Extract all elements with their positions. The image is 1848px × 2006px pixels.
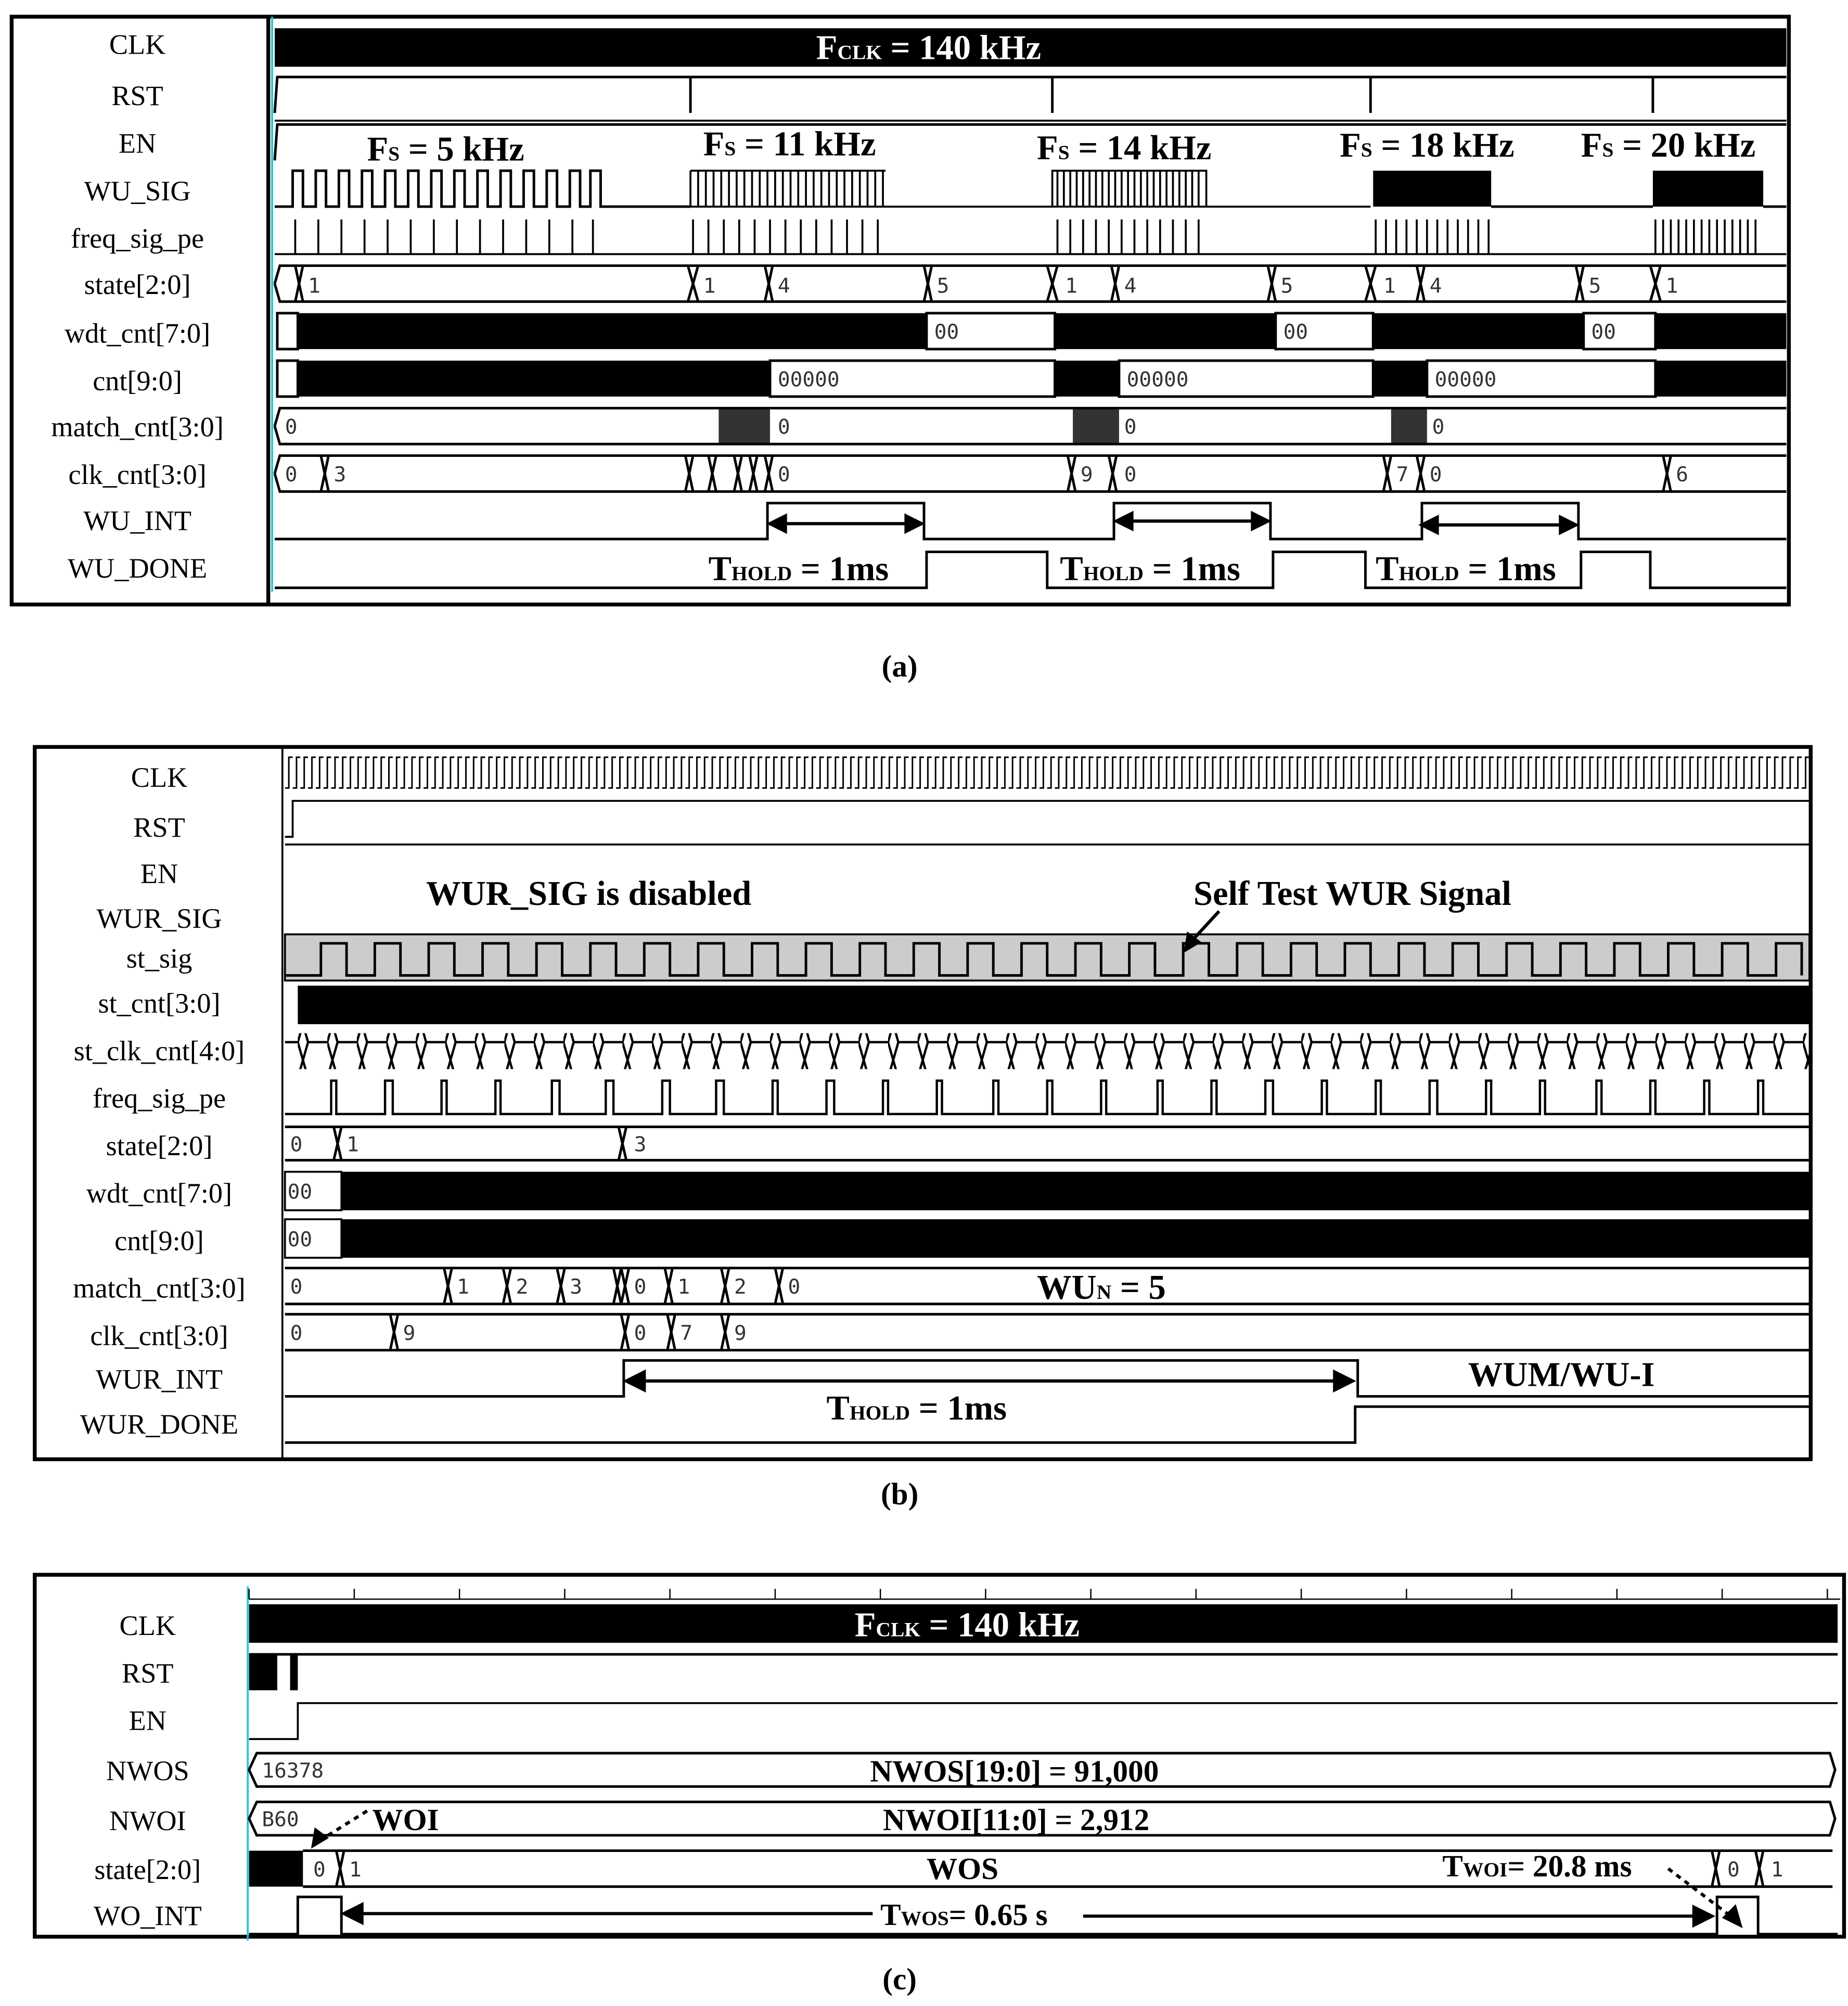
wum-note: WUM/WU-I bbox=[1468, 1356, 1655, 1394]
panel-a-waveforms bbox=[275, 28, 1786, 587]
panel-a-signal-labels bbox=[51, 29, 223, 584]
fclk-annotation: FCLK = 140 kHz bbox=[816, 29, 1042, 67]
bus-value: 1 bbox=[1770, 1857, 1783, 1882]
bus-value: 16378 bbox=[262, 1758, 324, 1783]
bus-value: 0 bbox=[634, 1275, 647, 1299]
bus-value: 2 bbox=[734, 1275, 747, 1299]
signal-label: WU_DONE bbox=[67, 552, 208, 584]
bus-value: 2 bbox=[516, 1275, 529, 1299]
signal-label: state[2:0] bbox=[84, 269, 191, 300]
bus-value: 00 bbox=[287, 1227, 313, 1251]
signal-label: st_cnt[3:0] bbox=[98, 987, 221, 1019]
panel-b-signal-labels bbox=[73, 762, 245, 1440]
signal-label: match_cnt[3:0] bbox=[51, 411, 224, 443]
fs-annotation: FS = 20 kHz bbox=[1581, 126, 1756, 164]
state-bus bbox=[285, 1127, 1810, 1160]
bus-value: 00000 bbox=[1126, 367, 1189, 392]
signal-label: EN bbox=[118, 127, 157, 159]
panel-c bbox=[35, 1575, 1844, 1996]
thold-annotation: THOLD = 1ms bbox=[826, 1389, 1007, 1427]
bus-value: 4 bbox=[777, 274, 790, 298]
signal-label: WU_INT bbox=[83, 505, 192, 536]
en-trace bbox=[249, 1703, 1838, 1739]
thold-annotation: THOLD = 1ms bbox=[1060, 550, 1240, 588]
bus-value: 0 bbox=[1124, 415, 1137, 439]
bus-value: 0 bbox=[285, 462, 298, 487]
panel-b bbox=[35, 747, 1811, 1511]
st-cnt-bus bbox=[298, 986, 1809, 1024]
thold-arrows bbox=[770, 514, 1576, 533]
bus-value: 1 bbox=[1665, 274, 1678, 298]
bus-value: 0 bbox=[290, 1275, 303, 1299]
bus-value: 00000 bbox=[777, 367, 840, 392]
clk-cnt-bus bbox=[275, 456, 1786, 492]
bus-value: 0 bbox=[313, 1857, 326, 1882]
signal-label: RST bbox=[133, 812, 185, 844]
bus-value: 1 bbox=[349, 1857, 362, 1882]
bus-value: 9 bbox=[1080, 462, 1093, 487]
bus-value: 0 bbox=[788, 1275, 801, 1299]
bus-value: 7 bbox=[680, 1321, 693, 1345]
fs-annotation: FS = 18 kHz bbox=[1340, 126, 1515, 164]
bus-value: 5 bbox=[1588, 274, 1601, 298]
bus-value: 3 bbox=[634, 1132, 647, 1157]
signal-label: match_cnt[3:0] bbox=[73, 1272, 246, 1304]
bus-value: 5 bbox=[1280, 274, 1293, 298]
bus-value: 1 bbox=[457, 1275, 469, 1299]
signal-label: wdt_cnt[7:0] bbox=[86, 1178, 233, 1209]
panel-a bbox=[11, 17, 1789, 683]
st-clk-cnt-bus bbox=[285, 1033, 1810, 1069]
signal-label: WUR_INT bbox=[95, 1363, 223, 1395]
bus-value: 0 bbox=[290, 1321, 303, 1345]
time-ruler bbox=[249, 1589, 1840, 1599]
bus-value: 4 bbox=[1124, 274, 1137, 298]
match-cnt-bus bbox=[275, 408, 1786, 444]
signal-label: clk_cnt[3:0] bbox=[90, 1320, 228, 1351]
wur-disabled-note: WUR_SIG is disabled bbox=[426, 874, 752, 913]
bus-value: 0 bbox=[634, 1321, 647, 1345]
bus-value: 0 bbox=[1727, 1857, 1740, 1882]
bus-value: 0 bbox=[1429, 462, 1442, 487]
clk-cnt-bus bbox=[285, 1314, 1810, 1350]
signal-label: NWOI bbox=[109, 1805, 186, 1837]
wdt-cnt-bus bbox=[341, 1172, 1810, 1210]
twos-annotation: TWOS= 0.65 s bbox=[880, 1897, 1048, 1932]
signal-label: WUR_SIG bbox=[96, 903, 222, 935]
state-bus bbox=[275, 266, 1786, 302]
bus-value: 1 bbox=[703, 274, 716, 298]
bus-value: B60 bbox=[262, 1807, 299, 1832]
signal-label: state[2:0] bbox=[106, 1130, 213, 1161]
signal-label: state[2:0] bbox=[94, 1854, 201, 1885]
bus-value: 1 bbox=[1065, 274, 1078, 298]
bus-value: 00 bbox=[1591, 320, 1616, 344]
rst-trace bbox=[285, 801, 1810, 845]
bus-value: 00 bbox=[934, 320, 959, 344]
bus-value: 1 bbox=[346, 1132, 359, 1157]
state-bus bbox=[249, 1851, 303, 1887]
nwos-annotation: NWOS[19:0] = 91,000 bbox=[870, 1754, 1159, 1788]
signal-label: EN bbox=[129, 1705, 166, 1736]
panel-b-caption: (b) bbox=[880, 1476, 919, 1511]
fs-annotation: FS = 5 kHz bbox=[367, 130, 524, 169]
signal-label: CLK bbox=[109, 29, 166, 60]
signal-label: RST bbox=[111, 80, 163, 112]
signal-label: CLK bbox=[119, 1610, 176, 1642]
bus-value: 1 bbox=[1383, 274, 1396, 298]
bus-value: 00 bbox=[1283, 320, 1308, 344]
bus-value: 3 bbox=[333, 462, 346, 487]
wun-annotation: WUN = 5 bbox=[1037, 1269, 1166, 1307]
panel-a-frame bbox=[11, 17, 1789, 605]
bus-value: 0 bbox=[777, 462, 790, 487]
bus-value: 0 bbox=[1432, 415, 1445, 439]
fs-annotation: FS = 14 kHz bbox=[1037, 129, 1212, 167]
signal-label: st_sig bbox=[126, 942, 192, 974]
signal-label: WO_INT bbox=[93, 1900, 202, 1932]
bus-value: 0 bbox=[777, 415, 790, 439]
rst-trace bbox=[275, 77, 1786, 113]
panel-a-caption: (a) bbox=[881, 648, 918, 683]
signal-label: cnt[9:0] bbox=[93, 365, 182, 397]
bus-value: 9 bbox=[734, 1321, 747, 1345]
freq-sig-pe-trace bbox=[285, 1081, 1810, 1114]
panel-c-signal-labels bbox=[94, 1610, 202, 1931]
bus-value: 0 bbox=[285, 415, 298, 439]
signal-label: EN bbox=[140, 858, 178, 889]
clk-trace bbox=[285, 755, 1810, 790]
wos-annotation: WOS bbox=[926, 1851, 999, 1886]
bus-value: 7 bbox=[1396, 462, 1409, 487]
signal-label: WUR_DONE bbox=[80, 1408, 239, 1440]
bus-value: 6 bbox=[1676, 462, 1689, 487]
fclk-annotation: FCLK = 140 kHz bbox=[854, 1606, 1080, 1644]
nwoi-annotation: NWOI[11:0] = 2,912 bbox=[883, 1803, 1150, 1837]
thold-arrow bbox=[626, 911, 1353, 1390]
freq-sig-pe-trace bbox=[275, 220, 1786, 254]
panel-b-waveforms bbox=[285, 755, 1810, 1442]
signal-label: clk_cnt[3:0] bbox=[68, 458, 207, 490]
wu-sig-trace bbox=[275, 171, 690, 207]
bus-value: 5 bbox=[936, 274, 949, 298]
bus-value: 1 bbox=[677, 1275, 690, 1299]
signal-label: freq_sig_pe bbox=[92, 1082, 226, 1114]
fs-annotation: FS = 11 kHz bbox=[703, 125, 876, 163]
signal-label: cnt[9:0] bbox=[114, 1225, 204, 1257]
wur-done-trace bbox=[285, 1407, 1810, 1442]
cnt-bus bbox=[341, 1219, 1810, 1258]
bus-value: 9 bbox=[403, 1321, 416, 1345]
bus-value: 0 bbox=[290, 1132, 303, 1157]
signal-label: RST bbox=[122, 1657, 174, 1689]
bus-value: 1 bbox=[308, 274, 320, 298]
bus-value: 0 bbox=[1124, 462, 1137, 487]
thold-annotation: THOLD = 1ms bbox=[1376, 550, 1556, 588]
wu-done-trace bbox=[275, 552, 1786, 588]
signal-label: st_clk_cnt[4:0] bbox=[73, 1035, 245, 1067]
self-test-note: Self Test WUR Signal bbox=[1193, 874, 1512, 913]
twoi-annotation: TWOI= 20.8 ms bbox=[1442, 1848, 1632, 1883]
bus-value: 3 bbox=[570, 1275, 583, 1299]
thold-annotation: THOLD = 1ms bbox=[708, 550, 889, 588]
signal-label: wdt_cnt[7:0] bbox=[64, 317, 211, 349]
signal-label: CLK bbox=[131, 761, 188, 793]
signal-label: freq_sig_pe bbox=[71, 223, 204, 254]
signal-label: NWOS bbox=[106, 1755, 189, 1786]
woi-annotation: WOI bbox=[372, 1803, 439, 1837]
bus-value: 00000 bbox=[1434, 367, 1497, 392]
panel-c-caption: (c) bbox=[882, 1961, 917, 1996]
bus-value: 00 bbox=[287, 1180, 313, 1204]
signal-label: WU_SIG bbox=[84, 175, 191, 207]
bus-value: 4 bbox=[1429, 274, 1442, 298]
